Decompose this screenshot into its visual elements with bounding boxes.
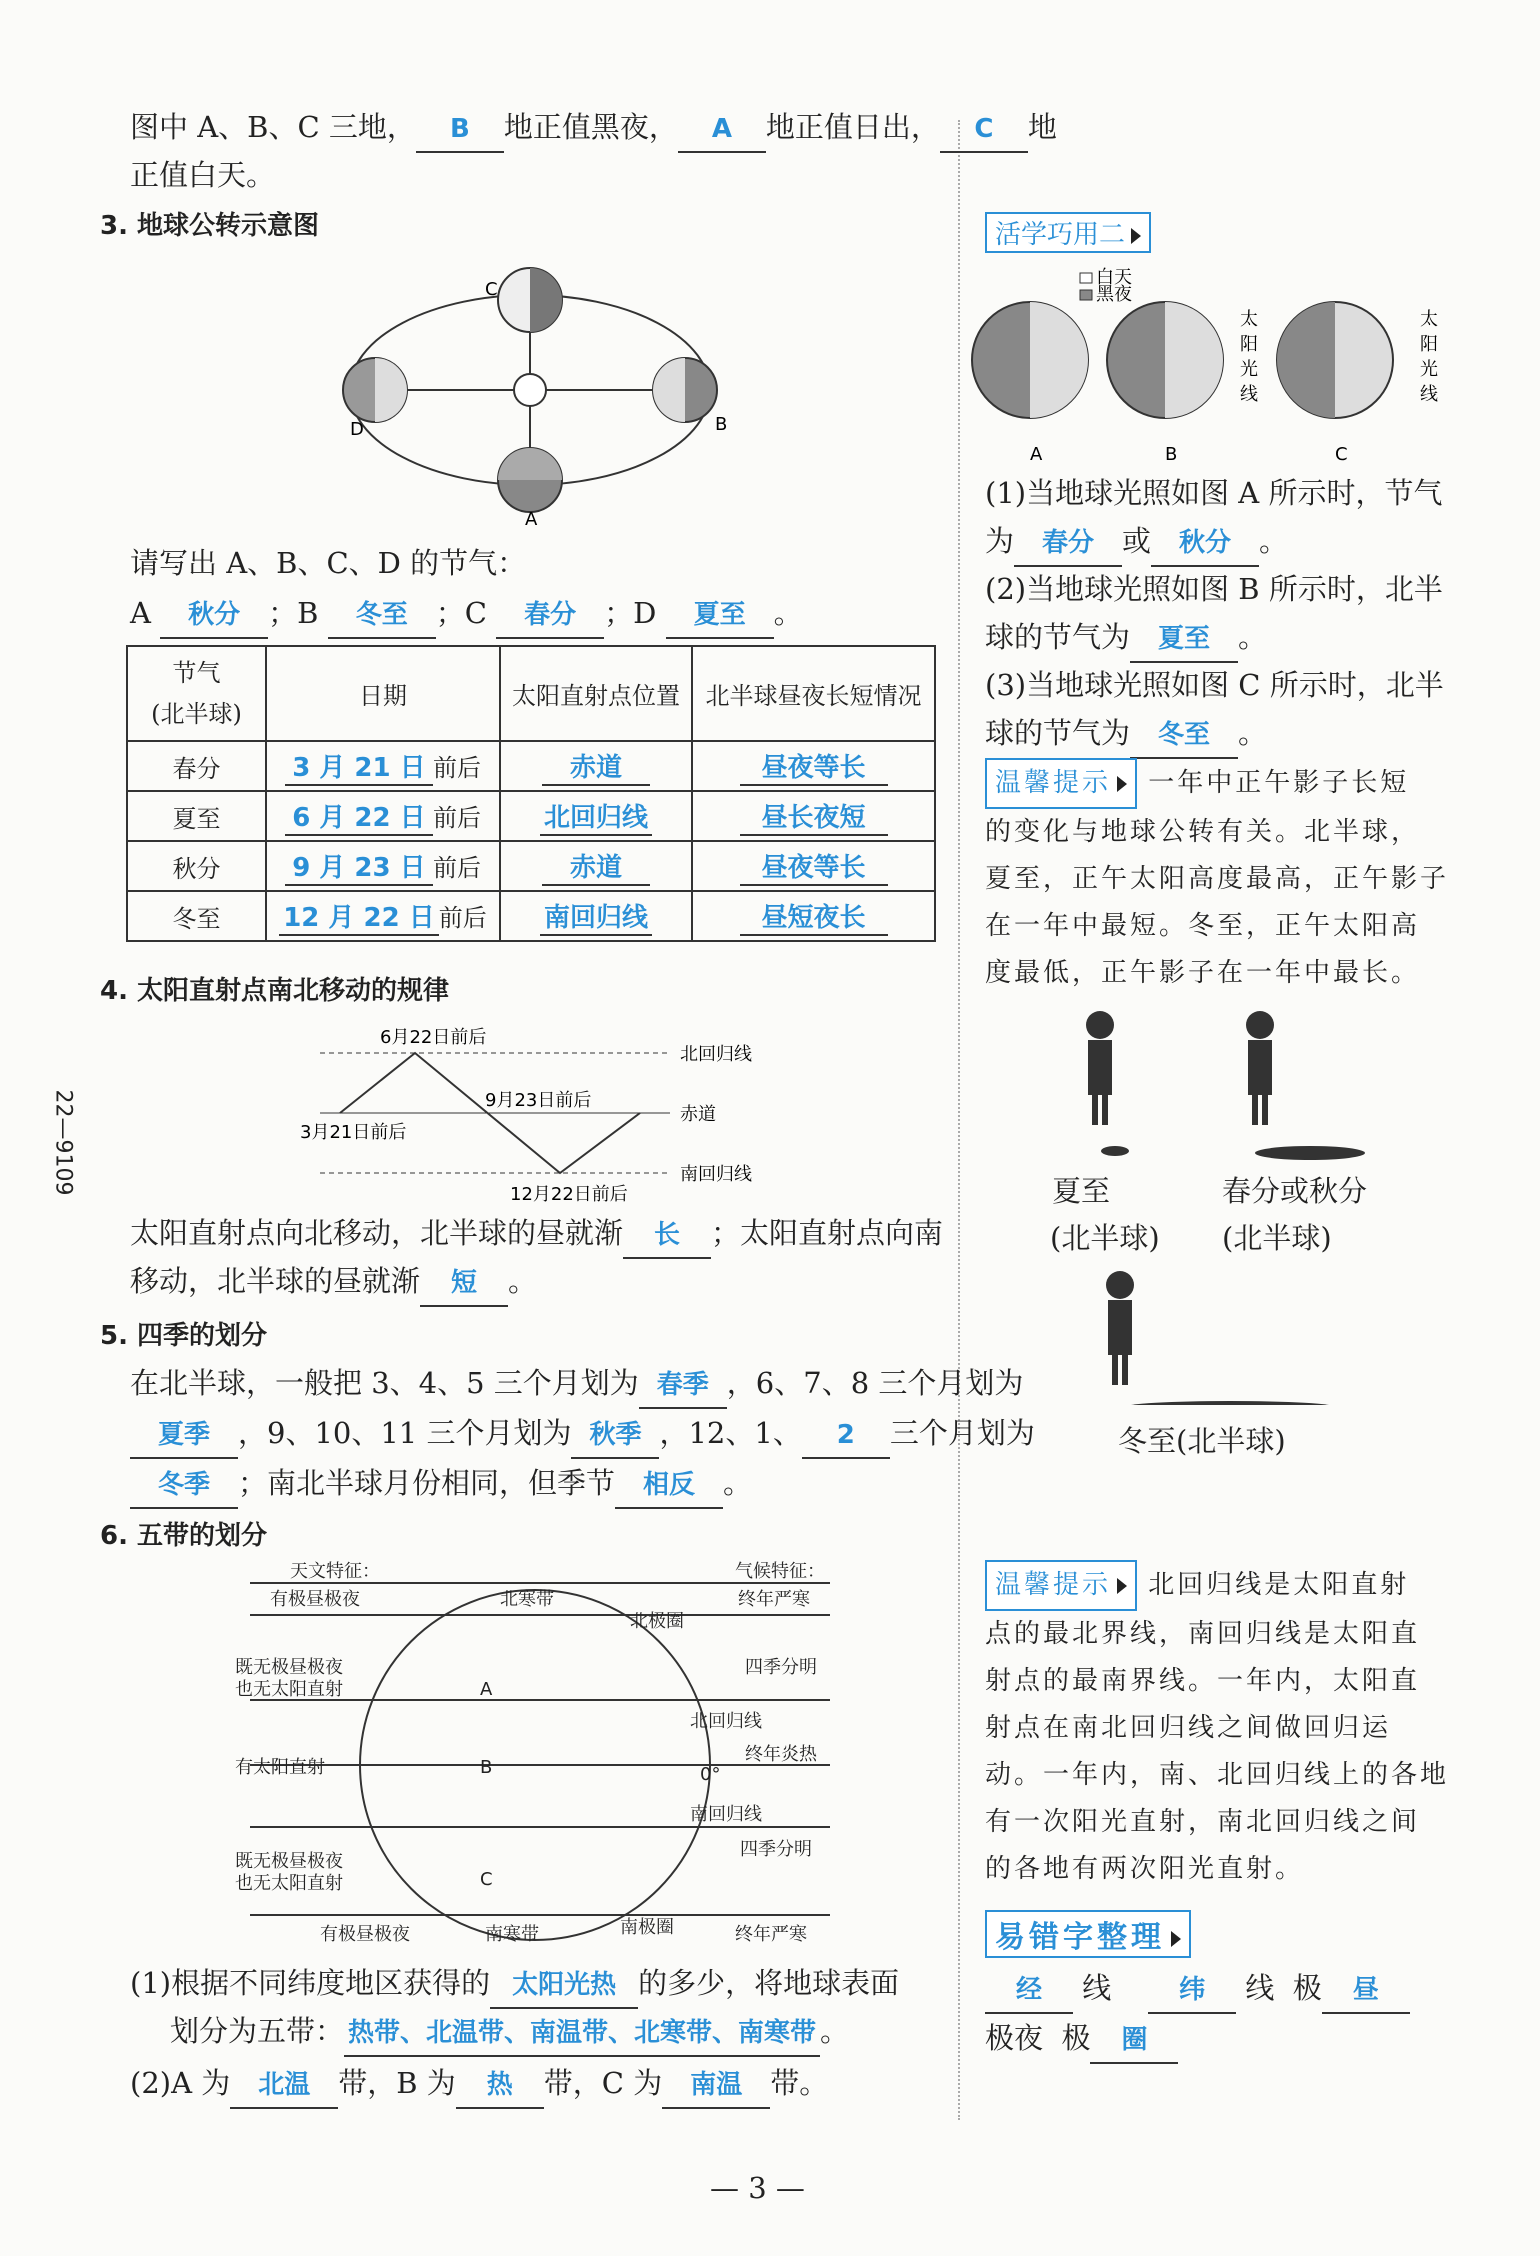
svg-text:南寒带: 南寒带	[485, 1924, 539, 1945]
svg-text:太: 太	[1240, 309, 1258, 330]
svg-text:四季分明: 四季分明	[740, 1839, 812, 1860]
table-row: 春分 3 月 21 日 前后 赤道 昼夜等长	[127, 741, 935, 791]
svg-text:终年炎热: 终年炎热	[745, 1744, 817, 1765]
svg-text:光: 光	[1420, 359, 1438, 380]
svg-text:北回归线: 北回归线	[690, 1711, 762, 1732]
svg-text:线: 线	[1240, 384, 1258, 405]
section-3-title: 3. 地球公转示意图	[100, 211, 320, 241]
solar-terms-table: 节气 (北半球) 日期 太阳直射点位置 北半球昼夜长短情况 春分 3 月 21 日 前后 赤道 昼夜等长 夏至 6 月 22 日 前后 北回归线 昼长夜短 秋分 9 月 23 日 前后 赤道 昼夜等长 冬至 12 月 22 日 前后 南回归线 昼短夜长	[126, 645, 936, 942]
answer-c: C	[940, 109, 1028, 153]
s5-line-3: 冬季 ；南北半球月份相同，但季节 相反 。	[130, 1460, 752, 1509]
five-zones-diagram	[230, 1555, 850, 1955]
s4-line-1: 太阳直射点向北移动，北半球的昼就渐 长 ；太阳直射点向南	[130, 1210, 943, 1259]
svg-text:有极昼极夜: 有极昼极夜	[270, 1589, 360, 1610]
svg-text:气候特征：: 气候特征：	[735, 1561, 825, 1582]
globe-light-diagram	[970, 265, 1450, 465]
svg-text:北寒带: 北寒带	[500, 1589, 554, 1610]
s6-q1-line-1: (1)根据不同纬度地区获得的 太阳光热 的多少，将地球表面	[130, 1960, 899, 2009]
fig-equinox: 春分或秋分	[1222, 1174, 1368, 1208]
svg-text:有太阳直射: 有太阳直射	[235, 1757, 325, 1778]
svg-text:天文特征：: 天文特征：	[290, 1561, 380, 1582]
svg-text:也无太阳直射: 也无太阳直射	[235, 1679, 343, 1700]
tip-shadow: 温馨提示 一年中正午影子长短 的变化与地球公转有关。北半球， 夏至，正午太阳高度最高，正午影子 在一年中最短。冬至，正午太阳高 度最低，正午影子在一年中最长。	[985, 758, 1465, 997]
label-d: D	[350, 419, 364, 440]
page-number: — 3 —	[710, 2171, 805, 2205]
badge-practice: 活学巧用二	[985, 212, 1151, 253]
svg-text:也无太阳直射: 也无太阳直射	[235, 1873, 343, 1894]
table-row: 夏至 6 月 22 日 前后 北回归线 昼长夜短	[127, 791, 935, 841]
right-q3-line-1: (3)当地球光照如图 C 所示时，北半	[985, 668, 1444, 702]
solar-point-diagram	[290, 1010, 790, 1210]
right-q2-line-2: 球的节气为 夏至 。	[985, 614, 1267, 663]
section-6-title: 6. 五带的划分	[100, 1521, 268, 1551]
svg-text:阳: 阳	[1420, 334, 1438, 355]
svg-text:光: 光	[1240, 359, 1258, 380]
tip-tropics: 温馨提示 北回归线是太阳直射 点的最北界线，南回归线是太阳直 射点的最南界线。一年内，太阳直 射点在南北回归线之间做回归运 动。一年内，南、北回归线上的各地 有一次阳光直射，南北回归线之间 的各地有两次阳光直射。	[985, 1560, 1465, 1893]
section-5-title: 5. 四季的划分	[100, 1321, 268, 1351]
intro-line-1: 图中 A、B、C 三地， B 地正值黑夜， A 地正值日出， C 地	[130, 104, 1057, 153]
label-a: A	[525, 509, 538, 530]
right-q1-line-2: 为 春分 或 秋分 。	[985, 518, 1288, 567]
svg-text:9月23日前后: 9月23日前后	[485, 1090, 592, 1111]
typo-line-2: 极夜 极 圈	[985, 2015, 1178, 2064]
svg-text:阳: 阳	[1240, 334, 1258, 355]
answer-b: B	[416, 109, 504, 153]
label-b: B	[715, 414, 728, 435]
typo-line-1: 经 线 纬 线 极 昼	[985, 1965, 1410, 2014]
svg-text:北回归线: 北回归线	[680, 1044, 752, 1065]
badge-typos: 易错字整理	[985, 1910, 1191, 1958]
svg-text:太: 太	[1420, 309, 1438, 330]
season-prompt: 请写出 A、B、C、D 的节气：	[130, 546, 527, 580]
svg-text:A: A	[1030, 444, 1043, 465]
s6-q2: (2)A 为 北温 带，B 为 热 带，C 为 南温 带。	[130, 2060, 828, 2109]
revolution-diagram	[330, 250, 760, 530]
svg-text:0°: 0°	[700, 1764, 721, 1785]
svg-text:终年严寒: 终年严寒	[735, 1924, 807, 1945]
svg-text:北极圈: 北极圈	[630, 1611, 684, 1632]
svg-text:南回归线: 南回归线	[680, 1164, 752, 1185]
table-row: 冬至 12 月 22 日 前后 南回归线 昼短夜长	[127, 891, 935, 941]
svg-text:6月22日前后: 6月22日前后	[380, 1027, 487, 1048]
column-divider	[958, 120, 960, 2120]
svg-text:A: A	[480, 1679, 493, 1700]
season-answers: A 秋分 ；B 冬至 ；C 春分 ；D 夏至 。	[130, 590, 803, 639]
fig-equinox-sub: (北半球)	[1222, 1221, 1332, 1255]
section-4-title: 4. 太阳直射点南北移动的规律	[100, 976, 450, 1006]
right-q2-line-1: (2)当地球光照如图 B 所示时，北半	[985, 572, 1443, 606]
svg-text:既无极昼极夜: 既无极昼极夜	[235, 1657, 343, 1678]
svg-text:南极圈: 南极圈	[620, 1917, 674, 1938]
svg-text:赤道: 赤道	[680, 1104, 716, 1125]
svg-text:C: C	[1335, 444, 1348, 465]
s5-line-1: 在北半球，一般把 3、4、5 三个月划为 春季 ，6、7、8 三个月划为	[130, 1360, 1023, 1409]
s6-q1-line-2: 划分为五带： 热带、北温带、南温带、北寒带、南寒带 。	[170, 2008, 849, 2057]
fig-summer: 夏至	[1052, 1174, 1111, 1208]
svg-text:终年严寒: 终年严寒	[738, 1589, 810, 1610]
svg-text:B: B	[1165, 444, 1178, 465]
svg-text:线: 线	[1420, 384, 1438, 405]
svg-text:有极昼极夜: 有极昼极夜	[320, 1924, 410, 1945]
fig-summer-sub: (北半球)	[1050, 1221, 1160, 1255]
answer-a: A	[678, 109, 766, 153]
right-q3-line-2: 球的节气为 冬至 。	[985, 710, 1267, 759]
right-q1-line-1: (1)当地球光照如图 A 所示时，节气	[985, 476, 1443, 510]
svg-text:12月22日前后: 12月22日前后	[510, 1184, 628, 1205]
fig-winter: 冬至(北半球)	[1118, 1424, 1286, 1458]
svg-text:B: B	[480, 1757, 493, 1778]
svg-text:南回归线: 南回归线	[690, 1804, 762, 1825]
svg-text:黑夜: 黑夜	[1096, 284, 1132, 305]
s5-line-2: 夏季 ，9、10、11 三个月划为 秋季 ，12、1、 2 三个月划为	[130, 1410, 1035, 1459]
svg-text:3月21日前后: 3月21日前后	[300, 1122, 407, 1143]
svg-text:四季分明: 四季分明	[745, 1657, 817, 1678]
label-c: C	[485, 279, 498, 300]
table-row: 秋分 9 月 23 日 前后 赤道 昼夜等长	[127, 841, 935, 891]
svg-text:C: C	[480, 1869, 493, 1890]
side-code: 22—9109	[50, 1089, 76, 1196]
svg-text:既无极昼极夜: 既无极昼极夜	[235, 1851, 343, 1872]
svg-text:白天: 白天	[1096, 267, 1132, 288]
s4-line-2: 移动，北半球的昼就渐 短 。	[130, 1258, 537, 1307]
intro-line-2: 正值白天。	[130, 158, 276, 192]
